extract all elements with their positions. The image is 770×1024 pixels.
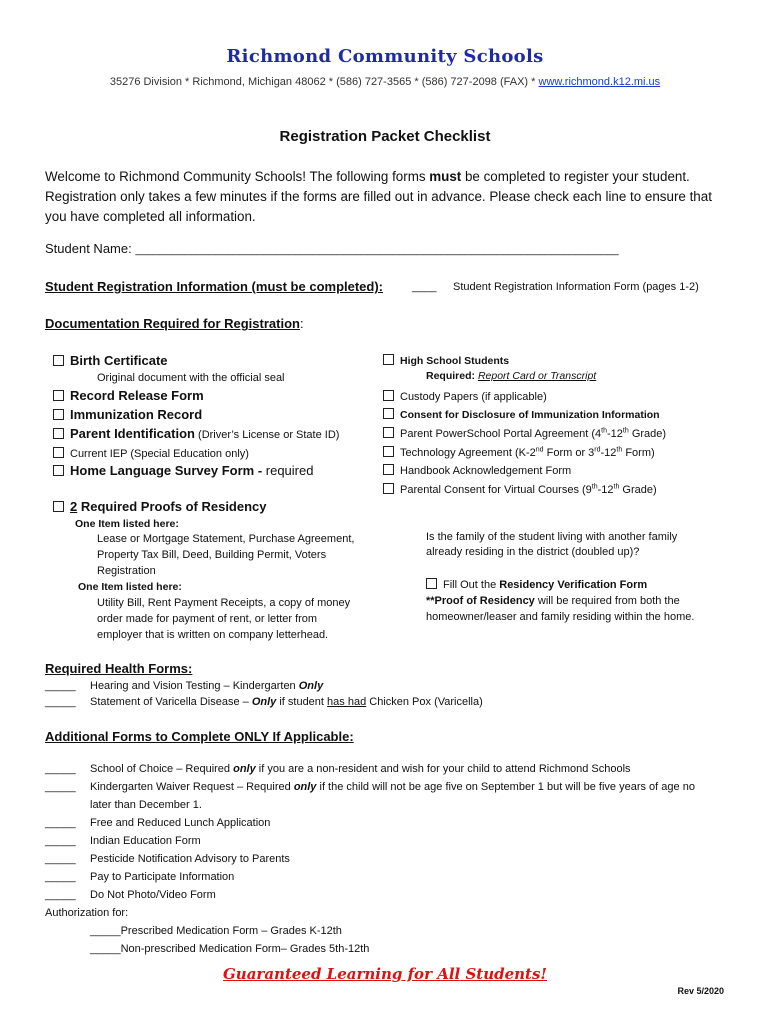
checkbox-birth-certificate[interactable]: [53, 353, 168, 368]
powerschool-text: Parent PowerSchool Portal Agreement (4: [400, 428, 602, 440]
one-item-label-1: One Item listed here:: [75, 518, 179, 530]
student-name-line: _______________________________________________________________________________: [135, 244, 619, 256]
authorization-label: Authorization for:: [45, 907, 129, 919]
student-name-label: Student Name:: [45, 241, 136, 256]
choice-end: if you are a non-resident and wish for your child to attend Richmond Schools: [255, 763, 631, 775]
iep-label: Current IEP (Special Education only): [70, 448, 249, 460]
kindergarten-waiver-item: [90, 781, 695, 793]
birth-cert-label: Birth Certificate: [70, 353, 168, 368]
residency-form-label: Residency Verification Form: [499, 579, 648, 591]
hearing-only: Only: [298, 680, 324, 692]
checkbox-record-release[interactable]: [53, 388, 204, 403]
documentation-heading: [45, 316, 304, 331]
health-blank-2[interactable]: _____: [45, 696, 76, 708]
additional-blank-2[interactable]: _____: [45, 781, 76, 793]
hearing-text: Hearing and Vision Testing – Kindergarten: [90, 680, 299, 692]
website-link[interactable]: www.richmond.k12.mi.us: [538, 76, 661, 88]
list-item-photo-video: Do Not Photo/Video Form: [90, 889, 216, 901]
checkbox-custody[interactable]: [383, 390, 547, 403]
checkbox-icon[interactable]: [53, 447, 64, 458]
varicella-only: Only: [251, 696, 277, 708]
family-question-line-1: Is the family of the student living with another family: [426, 531, 678, 543]
checkbox-icon[interactable]: [383, 408, 394, 419]
home-lang-label: Home Language Survey Form -: [70, 463, 266, 478]
powerschool-end: Grade): [628, 428, 667, 440]
checkbox-icon[interactable]: [383, 464, 394, 475]
varicella-mid: if student: [276, 696, 328, 708]
tech-text-2: Form or 3: [543, 447, 595, 459]
documentation-heading-text: Documentation Required for Registration: [45, 316, 300, 331]
list-item-pay-to-participate: Pay to Participate Information: [90, 871, 235, 883]
list-item-indian-education: Indian Education Form: [90, 835, 201, 847]
hearing-vision-item: [90, 680, 323, 692]
additional-blank-4[interactable]: _____: [45, 835, 76, 847]
student-reg-blank[interactable]: ____: [412, 281, 437, 293]
checkbox-icon[interactable]: [383, 446, 394, 457]
tech-sup-rd: rd: [594, 446, 601, 454]
varicella-item: [90, 696, 483, 708]
kindergarten-waiver-cont: later than December 1.: [90, 799, 202, 811]
additional-blank-5[interactable]: _____: [45, 853, 76, 865]
proofs-label: Required Proofs of Residency: [77, 499, 267, 514]
tech-text-1: Technology Agreement (K-2: [400, 447, 536, 459]
virtual-sup-1: th: [591, 483, 598, 491]
checkbox-icon[interactable]: [383, 390, 394, 401]
checkbox-icon[interactable]: [53, 390, 64, 401]
address-text: 35276 Division * Richmond, Michigan 48062 * (586) 727-3565 * (586) 727-2098 (FAX) *: [109, 76, 536, 88]
checkbox-icon[interactable]: [53, 501, 64, 512]
student-reg-label: Student Registration Information (must be completed):: [45, 279, 384, 294]
record-release-label: Record Release Form: [70, 388, 204, 403]
school-of-choice-item: [90, 763, 631, 775]
proof-residency-rest: will be required from both the: [534, 595, 680, 607]
checkbox-parent-id[interactable]: [53, 426, 339, 441]
tech-text-4: Form): [622, 447, 655, 459]
proof-residency-bold: **Proof of Residency: [426, 595, 535, 607]
birth-cert-note: Original document with the official seal: [97, 372, 285, 384]
checkbox-immunization[interactable]: [53, 407, 202, 422]
health-blank-1[interactable]: _____: [45, 680, 76, 692]
powerschool-sup-2: th: [622, 427, 629, 435]
powerschool-range: -12: [607, 428, 623, 440]
virtual-text-2: -12: [597, 484, 614, 496]
checkbox-icon[interactable]: [383, 354, 394, 365]
slogan: Guaranteed Learning for All Students!: [222, 965, 548, 983]
checkbox-handbook[interactable]: [383, 464, 571, 477]
checkbox-iep[interactable]: [53, 447, 249, 460]
varicella-end: Chicken Pox (Varicella): [366, 696, 483, 708]
proof-list-1-line-1: Lease or Mortgage Statement, Purchase Agreement,: [97, 533, 355, 545]
family-question-line-2: already residing in the district (doubled up)?: [426, 546, 640, 558]
report-card-text: Report Card or Transcript: [477, 370, 597, 382]
kinder-only: only: [293, 781, 317, 793]
school-address: [0, 76, 770, 88]
checkbox-icon[interactable]: [383, 483, 394, 494]
proof-residency-line-2: homeowner/leaser and family residing within the home.: [426, 611, 695, 623]
high-school-requirement: [426, 370, 596, 382]
additional-heading: Additional Forms to Complete ONLY If Applicable:: [45, 729, 354, 744]
proofs-number: 2: [70, 499, 78, 514]
parent-id-note: (Driver’s License or State ID): [194, 429, 340, 441]
intro-text-2: be completed to register your student. Registration only takes a few minutes if the forms are filled out in advance. Please check each line to ensure that you have completed all information.: [45, 169, 712, 224]
virtual-sup-2: th: [613, 483, 620, 491]
handbook-label: Handbook Acknowledgement Form: [400, 465, 572, 477]
intro-must: must: [429, 169, 462, 184]
proof-residency-note: [426, 595, 680, 607]
home-lang-note: required: [265, 463, 314, 478]
checkbox-icon[interactable]: [383, 427, 394, 438]
parent-id-label: Parent Identification: [70, 426, 195, 441]
one-item-label-2: One Item listed here:: [78, 581, 182, 593]
checkbox-home-language[interactable]: [53, 463, 313, 478]
intro-text-1: Welcome to Richmond Community Schools! The following forms: [45, 169, 430, 184]
consent-label: Consent for Disclosure of Immunization Information: [400, 409, 660, 421]
additional-blank-3[interactable]: _____: [45, 817, 76, 829]
proof-list-1-line-3: Registration: [97, 565, 156, 577]
student-name-field[interactable]: [45, 241, 619, 256]
checkbox-high-school[interactable]: [383, 354, 509, 367]
checkbox-icon[interactable]: [53, 409, 64, 420]
student-reg-form: Student Registration Information Form (pages 1-2): [453, 281, 699, 293]
high-school-label: High School Students: [400, 355, 510, 367]
kinder-pre: Kindergarten Waiver Request – Required: [90, 781, 294, 793]
checkbox-icon[interactable]: [426, 578, 437, 589]
intro-paragraph: [45, 167, 735, 227]
nonprescribed-medication-item[interactable]: _____Non-prescribed Medication Form– Grades 5th-12th: [90, 943, 370, 955]
proof-list-2-line-3: employer that is written on company letterhead.: [97, 629, 329, 641]
choice-pre: School of Choice – Required: [90, 763, 234, 775]
checkbox-virtual-courses[interactable]: [383, 483, 657, 496]
virtual-text-3: Grade): [619, 484, 657, 496]
kinder-end: if the child will not be age five on September 1 but will be five years of age no: [316, 781, 695, 793]
checkbox-icon[interactable]: [53, 428, 64, 439]
proof-list-1-line-2: Property Tax Bill, Deed, Building Permit, Voters: [97, 549, 327, 561]
list-item-free-lunch: Free and Reduced Lunch Application: [90, 817, 271, 829]
health-heading: Required Health Forms:: [45, 661, 193, 676]
page-title: Registration Packet Checklist: [279, 128, 491, 145]
checkbox-residency-verification[interactable]: [426, 578, 647, 591]
list-item-pesticide: Pesticide Notification Advisory to Parents: [90, 853, 290, 865]
powerschool-sup-1: th: [601, 427, 608, 435]
varicella-has-had: has had: [327, 696, 367, 708]
revision-date: Rev 5/2020: [677, 986, 724, 996]
choice-only: only: [233, 763, 256, 775]
checkbox-consent-immunization[interactable]: [383, 408, 660, 421]
checkbox-technology[interactable]: [383, 446, 655, 459]
tech-sup-nd: nd: [535, 446, 544, 454]
custody-label: Custody Papers (if applicable): [400, 391, 547, 403]
additional-blank-7[interactable]: _____: [45, 889, 76, 901]
tech-sup-th: th: [616, 446, 623, 454]
school-name: Richmond Community Schools: [226, 46, 544, 67]
fill-out-text: Fill Out the: [443, 579, 500, 591]
checkbox-icon[interactable]: [53, 355, 64, 366]
checkbox-icon[interactable]: [53, 465, 64, 476]
proof-list-2-line-2: order made for payment of rent, or letter from: [97, 613, 318, 625]
immunization-label: Immunization Record: [70, 407, 203, 422]
proof-list-2-line-1: Utility Bill, Rent Payment Receipts, a copy of money: [97, 597, 351, 609]
required-label: Required:: [426, 370, 476, 382]
additional-blank-6[interactable]: _____: [45, 871, 76, 883]
documentation-colon: :: [299, 316, 304, 331]
varicella-pre: Statement of Varicella Disease –: [90, 696, 252, 708]
prescribed-medication-item[interactable]: _____Prescribed Medication Form – Grades K-12th: [90, 925, 342, 937]
checkbox-powerschool[interactable]: [383, 427, 666, 440]
tech-text-3: -12: [600, 447, 617, 459]
virtual-text-1: Parental Consent for Virtual Courses (9: [400, 484, 592, 496]
checkbox-proofs-residency[interactable]: [53, 499, 267, 514]
additional-blank-1[interactable]: _____: [45, 763, 76, 775]
